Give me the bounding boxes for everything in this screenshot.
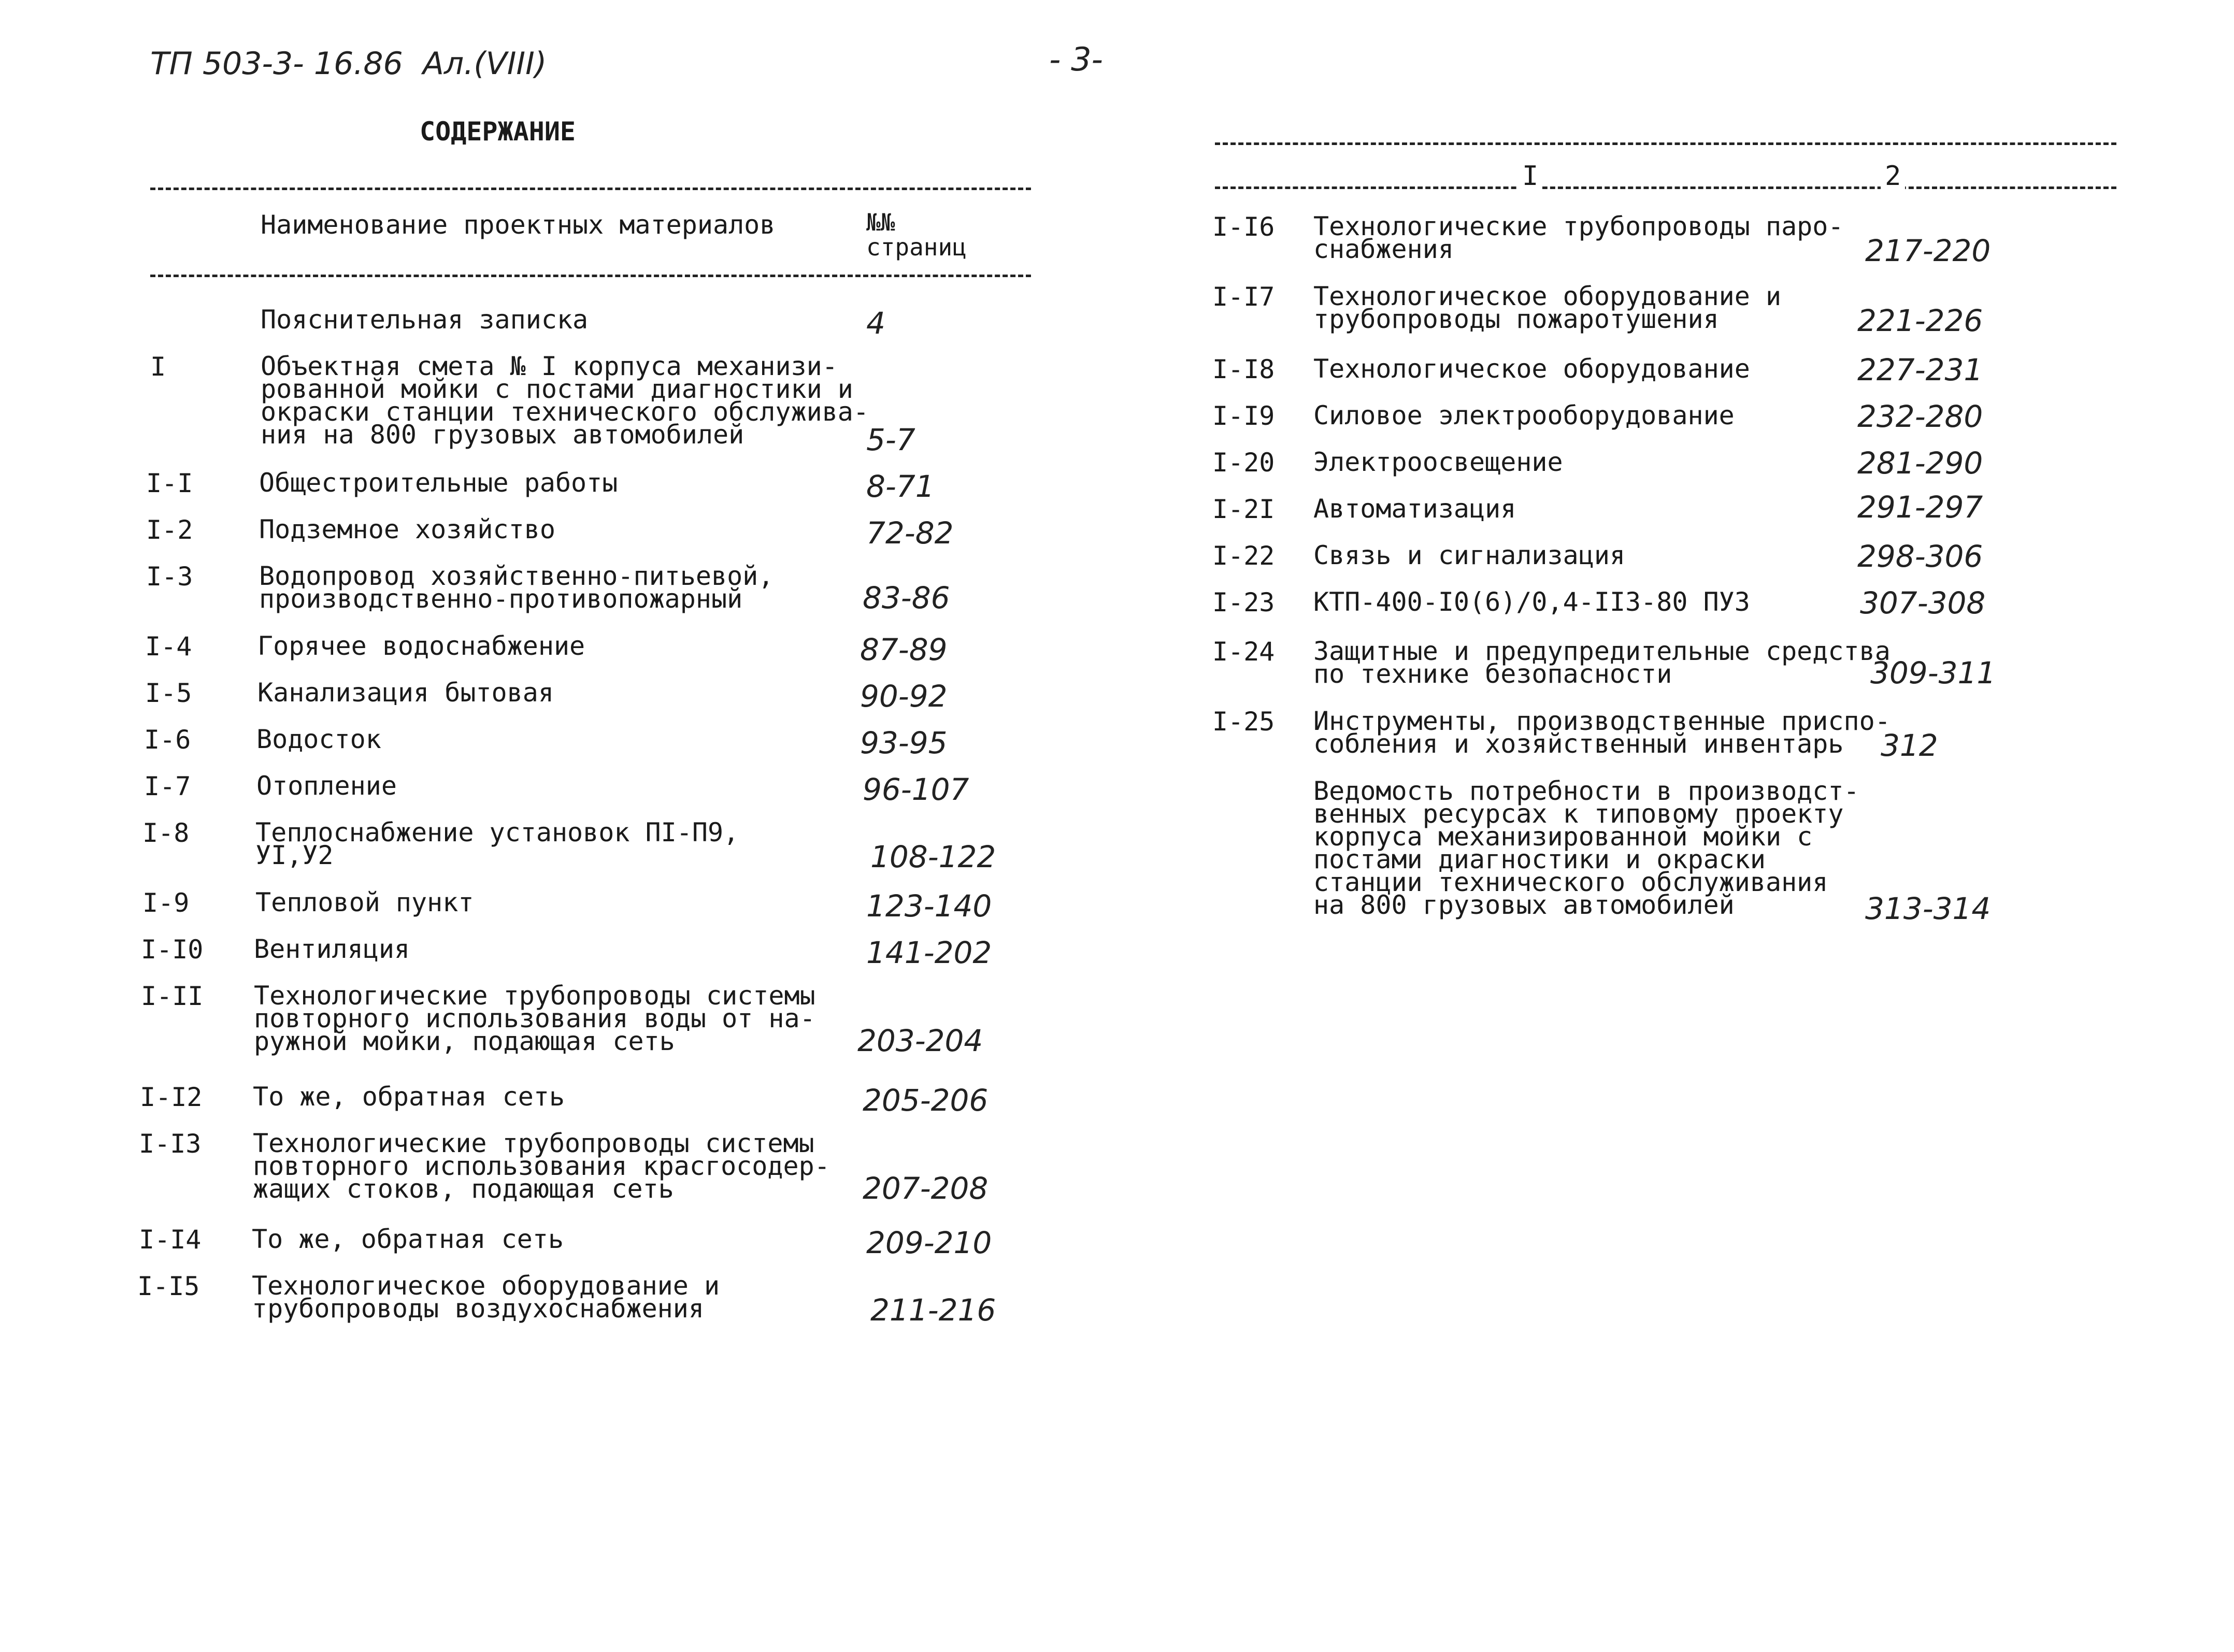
column-header-name: Наименование проектных материалов bbox=[261, 210, 776, 240]
entry-pages: 8-71 bbox=[866, 469, 935, 504]
entry-number: I-22 bbox=[1212, 541, 1275, 571]
entry-pages: 309-311 bbox=[1870, 655, 1996, 691]
entry-number: I-7 bbox=[144, 771, 191, 801]
entry-number: I-24 bbox=[1212, 637, 1275, 667]
entry-number: I-I0 bbox=[141, 935, 204, 965]
entry-title: Технологическое оборудование и трубопроводы воздухоснабжения bbox=[252, 1271, 720, 1324]
entry-title: Горячее водоснабжение bbox=[257, 631, 585, 661]
entry-pages: 227-231 bbox=[1857, 352, 1983, 387]
entry-title: КТП-400-I0(6)/0,4-II3-80 ПУЗ bbox=[1313, 587, 1750, 617]
entry-pages: 123-140 bbox=[866, 888, 992, 924]
divider-right-top bbox=[1215, 142, 2116, 145]
entry-number: I-I4 bbox=[139, 1225, 202, 1255]
document-code: ТП 503-3- 16.86 Ал.(VIII) bbox=[150, 46, 547, 82]
entry-number: I-I bbox=[146, 468, 193, 498]
entry-pages: 313-314 bbox=[1865, 891, 1991, 926]
entry-title: Отопление bbox=[256, 771, 397, 801]
entry-pages: 141-202 bbox=[866, 935, 992, 970]
entry-pages: 291-297 bbox=[1857, 490, 1983, 525]
entry-number: I-9 bbox=[142, 888, 190, 918]
entry-pages: 298-306 bbox=[1857, 539, 1983, 574]
entry-title: Защитные и предупредительные средства по технике безопасности bbox=[1313, 636, 1891, 689]
entry-pages: 281-290 bbox=[1857, 446, 1983, 481]
entry-number: I-2 bbox=[146, 515, 193, 545]
entry-number: I-II bbox=[141, 981, 204, 1011]
entry-title: Водопровод хозяйственно-питьевой, производственно-противопожарный bbox=[259, 561, 774, 614]
entry-title: Ведомость потребности в производст- венных ресурсах к типовому проекту корпуса механизированной мойки с постами диагностики и окраски станции технического обслуживания на 800 грузовых автомобилей bbox=[1313, 776, 1859, 920]
column-header-1: I bbox=[1518, 161, 1542, 192]
entry-title: Связь и сигнализация bbox=[1313, 540, 1626, 570]
entry-pages: 232-280 bbox=[1857, 399, 1983, 434]
entry-pages: 209-210 bbox=[866, 1225, 992, 1260]
contents-heading: СОДЕРЖАНИЕ bbox=[420, 117, 576, 147]
entry-title: Подземное хозяйство bbox=[259, 514, 555, 544]
entry-title: Канализация бытовая bbox=[257, 678, 554, 708]
entry-title: Технологические трубопроводы системы повторного использования воды от на- ружной мойки, подающая сеть bbox=[254, 981, 815, 1056]
entry-pages: 96-107 bbox=[863, 772, 969, 807]
entry-title: Теплоснабжение установок ПI-П9, УI,У2 bbox=[255, 817, 739, 870]
entry-pages: 72-82 bbox=[866, 515, 954, 551]
column-header-2: 2 bbox=[1881, 161, 1905, 192]
divider-right-bottom bbox=[1215, 186, 2116, 189]
entry-number: I-I5 bbox=[137, 1271, 200, 1301]
entry-pages: 90-92 bbox=[860, 679, 948, 714]
entry-title: То же, обратная сеть bbox=[253, 1082, 565, 1112]
entry-title: Технологическое оборудование и трубопроводы пожаротушения bbox=[1313, 281, 1782, 334]
entry-title: Общестроительные работы bbox=[259, 468, 618, 498]
entry-title: Технологическое оборудование bbox=[1313, 354, 1750, 384]
entry-pages: 205-206 bbox=[863, 1083, 989, 1118]
entry-number: I-I9 bbox=[1212, 401, 1275, 431]
entry-title: Вентиляция bbox=[254, 934, 410, 964]
entry-title: Силовое электрооборудование bbox=[1313, 400, 1735, 430]
entry-pages: 312 bbox=[1881, 728, 1938, 763]
entry-title: Тепловой пункт bbox=[255, 887, 474, 917]
entry-pages: 83-86 bbox=[863, 580, 950, 615]
entry-pages: 93-95 bbox=[860, 725, 948, 760]
entry-number: I-23 bbox=[1212, 587, 1275, 617]
entry-title: Автоматизация bbox=[1313, 494, 1516, 524]
entry-title: Технологические трубопроводы паро- снабжения bbox=[1313, 211, 1844, 264]
entry-pages: 307-308 bbox=[1860, 585, 1986, 621]
entry-number: I-20 bbox=[1212, 448, 1275, 478]
entry-title: Объектная смета № I корпуса механизи- рованной мойки с постами диагностики и окраски станции технического обслужива- ния на 800 грузовых автомобилей bbox=[261, 351, 869, 450]
entry-pages: 211-216 bbox=[870, 1292, 996, 1328]
entry-title: Инструменты, производственные приспо- собления и хозяйственный инвентарь bbox=[1313, 706, 1891, 759]
entry-title: Электроосвещение bbox=[1313, 447, 1563, 477]
entry-number: I-I6 bbox=[1212, 212, 1275, 242]
entry-pages: 4 bbox=[866, 306, 885, 341]
entry-pages: 87-89 bbox=[860, 632, 948, 667]
entry-number: I-3 bbox=[146, 562, 193, 592]
entry-pages: 221-226 bbox=[1857, 303, 1983, 338]
entry-number: I-5 bbox=[145, 678, 192, 708]
entry-pages: 203-204 bbox=[857, 1023, 983, 1058]
entry-title: То же, обратная сеть bbox=[252, 1224, 564, 1254]
entry-number: I-I8 bbox=[1212, 354, 1275, 384]
page-number: - 3- bbox=[1049, 40, 1103, 78]
entry-title: Пояснительная записка bbox=[261, 305, 589, 335]
entry-title: Технологические трубопроводы системы повторного использования красгосодер- жащих стоков, подающая сеть bbox=[253, 1128, 830, 1204]
entry-pages: 217-220 bbox=[1865, 233, 1991, 268]
column-header-pages: №№ страниц bbox=[866, 208, 967, 261]
entry-pages: 5-7 bbox=[866, 422, 915, 457]
entry-number: I-4 bbox=[145, 631, 192, 662]
entry-number: I-I7 bbox=[1212, 282, 1275, 312]
entry-number: I-25 bbox=[1212, 707, 1275, 737]
entry-number: I-6 bbox=[144, 725, 191, 755]
divider-top bbox=[150, 188, 1031, 190]
entry-pages: 207-208 bbox=[863, 1171, 989, 1206]
entry-number: I-8 bbox=[142, 818, 190, 848]
entry-number: I-I3 bbox=[139, 1129, 202, 1159]
entry-number: I-2I bbox=[1212, 494, 1275, 524]
entry-title: Водосток bbox=[256, 724, 381, 754]
entry-pages: 108-122 bbox=[870, 839, 996, 874]
entry-number: I bbox=[150, 352, 166, 382]
divider-header bbox=[150, 275, 1031, 277]
entry-number: I-I2 bbox=[140, 1082, 203, 1112]
